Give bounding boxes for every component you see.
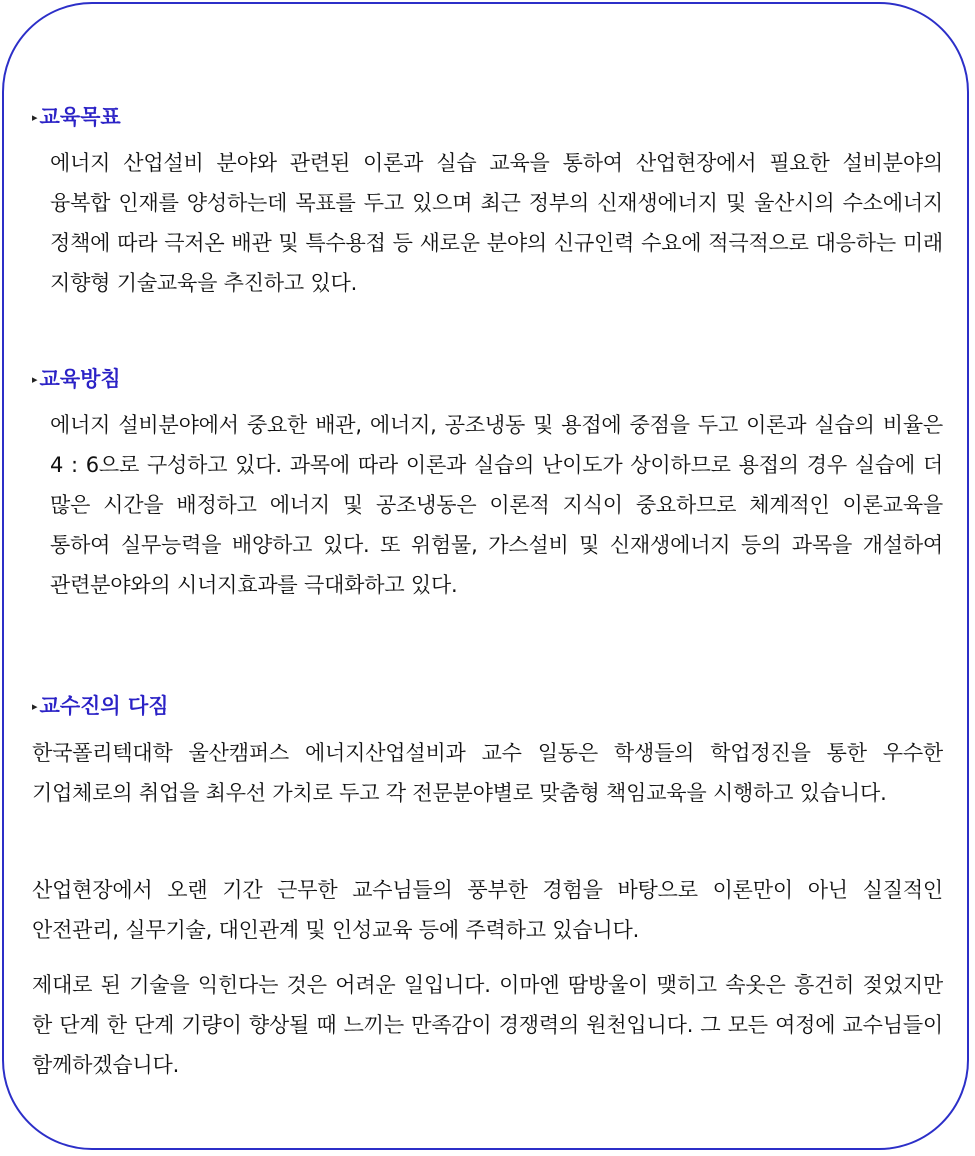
paragraph-faculty-pledge-3: 제대로 된 기술을 익힌다는 것은 어려운 일입니다. 이마엔 땀방울이 맺히고 속옷은 흥건히 젖었지만 한 단계 한 단계 기량이 향상될 때 느끼는 만족감이 경쟁력의 원천입니다. 그 모든 여정에 교수님들이 함께하겠습니다.: [32, 973, 943, 1077]
triangle-marker-icon: ▸: [32, 111, 38, 124]
section-heading-faculty-pledge: [32, 692, 169, 721]
triangle-marker-icon: ▸: [32, 700, 38, 713]
triangle-marker-icon: ▸: [32, 373, 38, 386]
heading-text: 교수진의 다짐: [39, 694, 169, 718]
paragraph-education-policy: 에너지 설비분야에서 중요한 배관, 에너지, 공조냉동 및 용접에 중점을 두고 이론과 실습의 비율은 4 : 6으로 구성하고 있다. 과목에 따라 이론과 실습의 난이도가 상이하므로 용접의 경우 실습에 더 많은 시간을 배정하고 에너지 및 공조냉동은 이론적 지식이 중요하므로 체계적인 이론교육을 통하여 실무능력을 배양하고 있다. 또 위험물, 가스설비 및 신재생에너지 등의 과목을 개설하여 관련분야와의 시너지효과를 극대화하고 있다.: [50, 413, 943, 597]
paragraph-faculty-pledge-2: 산업현장에서 오랜 기간 근무한 교수님들의 풍부한 경험을 바탕으로 이론만이 아닌 실질적인 안전관리, 실무기술, 대인관계 및 인성교육 등에 주력하고 있습니다.: [32, 878, 943, 942]
section-heading-education-policy: [32, 365, 121, 394]
paragraph-faculty-pledge-1: 한국폴리텍대학 울산캠퍼스 에너지산업설비과 교수 일동은 학생들의 학업정진을 통한 우수한 기업체로의 취업을 최우선 가치로 두고 각 전문분야별로 맞춤형 책임교육을 시행하고 있습니다.: [32, 741, 943, 805]
heading-text: 교육목표: [39, 105, 121, 129]
paragraph-education-goal: 에너지 산업설비 분야와 관련된 이론과 실습 교육을 통하여 산업현장에서 필요한 설비분야의 융복합 인재를 양성하는데 목표를 두고 있으며 최근 정부의 신재생에너지 및 울산시의 수소에너지 정책에 따라 극저온 배관 및 특수용접 등 새로운 분야의 신규인력 수요에 적극적으로 대응하는 미래 지향형 기술교육을 추진하고 있다.: [50, 151, 943, 295]
heading-text: 교육방침: [39, 367, 121, 391]
section-heading-education-goal: [32, 103, 121, 132]
